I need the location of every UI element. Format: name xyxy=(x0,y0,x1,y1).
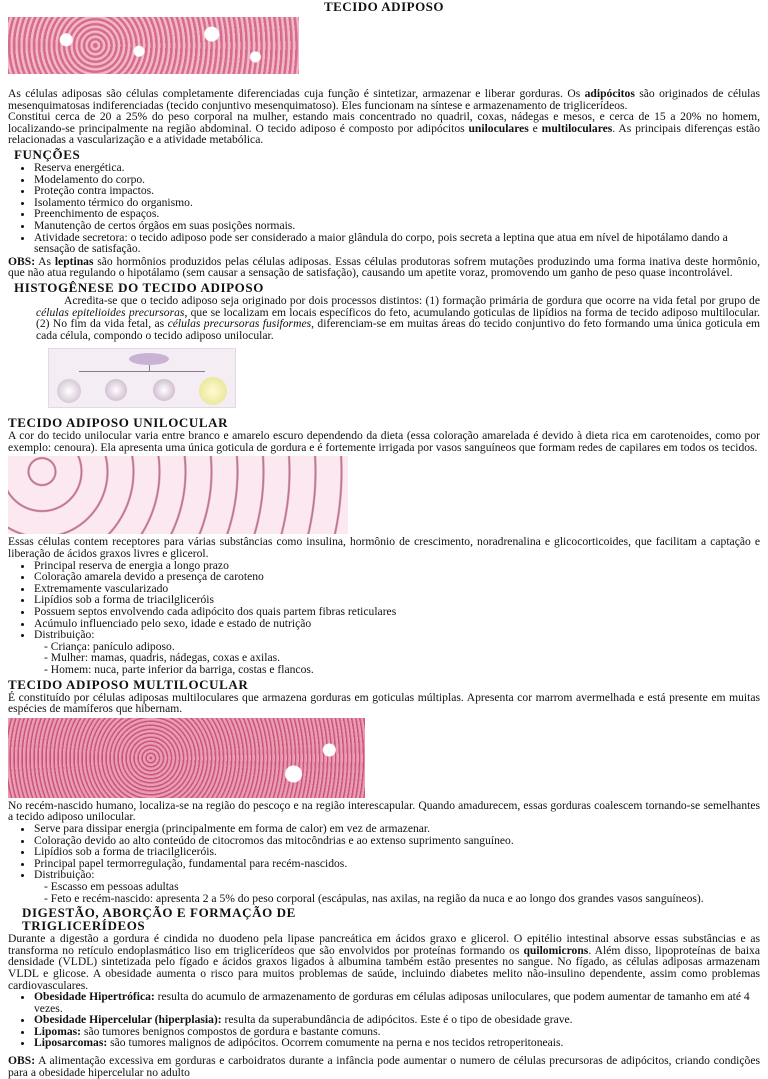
section-heading-unilocular: TECIDO ADIPOSO UNILOCULAR xyxy=(8,415,229,431)
intro-bold-term: multiloculares xyxy=(541,121,613,135)
multilocular-list xyxy=(8,823,760,881)
list-item xyxy=(34,1037,760,1049)
adipocyte-differentiation-diagram xyxy=(48,348,236,408)
list-item: • Principal reserva de energia a longo prazo xyxy=(34,560,760,572)
list-item: • Proteção contra impactos. xyxy=(34,185,760,197)
list-item: • Lipídios sob a forma de triacilgliceróis. xyxy=(34,846,760,858)
list-item: • Preenchimento de espaços. xyxy=(34,208,760,220)
list-item xyxy=(34,991,760,1014)
intro-text: Constitui cerca de 20 a 25% do peso corporal na mulher, estando mais concentrado no quadril, coxas, nádegas e mesos, e cerca de 15 a 20% no homem, localizando-se principalmente na região abdominal. O tecido adiposo é composto por adipócitos xyxy=(8,110,760,135)
obs-text: As xyxy=(35,254,55,268)
multilocular-tissue-micrograph xyxy=(8,718,365,798)
list-item: • Possuem septos envolvendo cada adipócito dos quais partem fibras reticulares xyxy=(34,606,760,618)
section-heading-digestao xyxy=(22,906,760,932)
list-item-desc: resulta do acumulo de armazenamento de gorduras em células adiposas uniloculares, que podem aumentar de tamanho em até 4 vezes. xyxy=(34,990,750,1015)
obs-leptina xyxy=(8,256,760,279)
diagram-connector xyxy=(79,371,205,372)
obs-text: são hormônios produzidos pelas células adiposas. Essas células produtoras sofrem mutações produzindo uma forma inativa deste hormônio, que não atua regulando o hipotálamo (sem causar a sensação de satisfação), causando um apetite voraz, promovendo um ganho de peso quase incontrolável. xyxy=(8,254,761,280)
multilocular-cell-shape xyxy=(153,379,175,401)
heading-line: DIGESTÃO, ABORÇÃO E FORMAÇÃO DE xyxy=(22,905,296,921)
list-item: • Lipídios sob a forma de triacilgliceróis xyxy=(34,594,760,606)
adipose-tissue-micrograph xyxy=(8,17,299,74)
list-item: - Escasso em pessoas adultas xyxy=(44,881,760,893)
list-item: • Coloração devido ao alto conteúdo de citocromos das mitocôndrias e ao extenso suprimento sanguíneo. xyxy=(34,835,760,847)
intro-text: . As principais diferenças estão relacionadas a vascularização e a atividade metabólica. xyxy=(8,121,760,147)
list-item: • Extremamente vascularizado xyxy=(34,583,760,595)
list-item-term: Liposarcomas: xyxy=(34,1036,108,1050)
digestao-text: Durante a digestão a gordura é cindida no duodeno pela lipase pancreática em ácidos graxo e glicerol. O epitélio intestinal absorve essas substâncias e as transforma no retículo endoplasmático liso em triglicerídeos que são envolvidos por proteínas formando os xyxy=(8,932,760,957)
list-item: - Feto e recém-nascido: apresenta 2 a 5% do peso corporal (escápulas, nas axilas, na região da nuca e ao longo dos grandes vasos sanguíneos). xyxy=(44,893,760,905)
intro-text: As células adiposas são células completamente diferenciadas cuja função é sintetizar, armazenar e liberar gorduras. Os xyxy=(8,87,585,100)
multilocular-distribution-list xyxy=(8,881,760,904)
obesidade-list xyxy=(8,991,760,1049)
lipoblast-cell-shape xyxy=(105,379,127,401)
obs-label: OBS: xyxy=(8,254,36,268)
page-title: TECIDO ADIPOSO xyxy=(323,0,445,14)
digestao-bold-term: quilomicrons xyxy=(523,943,589,957)
section-heading-histogenese: HISTOGÊNESE DO TECIDO ADIPOSO xyxy=(14,279,264,295)
intro-text: e xyxy=(528,121,542,135)
mesenchymal-cell-shape xyxy=(129,353,169,365)
unilocular-distribution-list xyxy=(8,641,760,676)
intro-bold-term: uniloculares xyxy=(468,121,529,135)
histogenese-italic-term: células precursoras fusiformes xyxy=(167,317,312,331)
list-item: • Distribuição: xyxy=(34,629,760,641)
histogenese-paragraph xyxy=(36,295,760,341)
heading-line: TRIGLICERÍDEOS xyxy=(22,918,146,934)
precursor-cell-shape xyxy=(57,379,81,403)
obs-bold-term: leptinas xyxy=(54,254,94,268)
list-item-term: Lipomas: xyxy=(34,1024,82,1038)
multilocular-intro: É constituído por células adiposas multiloculares que armazena gorduras em goticulas múltiplas. Apresenta cor marrom avermelhada e está presente em muitas espécies de mamíferos que hibernam. xyxy=(8,690,760,716)
list-item: • Manutenção de certos órgãos em suas posições normais. xyxy=(34,220,760,232)
obs-alimentacao xyxy=(8,1055,760,1078)
list-item-term: Obesidade Hipercelular (hiperplasia): xyxy=(34,1013,222,1027)
obs-text: A alimentação excessiva em gorduras e carboidratos durante a infância pode aumentar o numero de células precursoras de adipócitos, criando condições para a obesidade hipercelular no adulto xyxy=(8,1054,760,1079)
list-item-term: Obesidade Hipertrófica: xyxy=(34,990,155,1004)
list-item: • Distribuição: xyxy=(34,869,760,881)
list-item: • Coloração amarela devido a presença de caroteno xyxy=(34,571,760,583)
unilocular-list xyxy=(8,560,760,641)
digestao-paragraph xyxy=(8,933,760,991)
histogenese-italic-term: células epitelioides precursoras xyxy=(36,305,185,319)
section-heading-funcoes: FUNÇÕES xyxy=(14,146,81,162)
document-page xyxy=(8,0,760,1078)
histogenese-text: , que se localizam em locais específicos do feto, acumulando goticulas de lipídios na forma de tecido adiposo multilocular. (2) No fim da vida fetal, as xyxy=(36,305,760,331)
list-item: • Serve para dissipar energia (principalmente em forma de calor) em vez de armazenar. xyxy=(34,823,760,835)
list-item-desc: são tumores malignos de adipócitos. Ocorrem comumente na perna e nos tecidos retroperitoneais. xyxy=(107,1036,564,1050)
diagram-connector xyxy=(149,365,150,372)
list-item: • Atividade secretora: o tecido adiposo pode ser considerado a maior glândula do corpo, pois secreta a leptina que atua em nível de hipotálamo dando a sensação de satisfação. xyxy=(34,232,760,255)
list-item: • Acúmulo influenciado pelo sexo, idade e estado de nutrição xyxy=(34,618,760,630)
obs-label: OBS: xyxy=(8,1054,36,1068)
list-item: • Reserva energética. xyxy=(34,162,760,174)
unilocular-intro: A cor do tecido unilocular varia entre branco e amarelo escuro dependendo da dieta (essa coloração amarelada é devido à dieta rica em carotenoides, como por exemplo: cenoura). Ela apresenta uma única goticula de gordura e é fortemente irrigada por vasos sanguíneos que formam redes de capilares em todos os tecidos. xyxy=(8,429,760,454)
histogenese-text: Acredita-se que o tecido adiposo seja originado por dois processos distintos: (1) formação primária de gordura que ocorre na vida fetal por grupo de xyxy=(64,293,760,307)
list-item-desc: são tumores benignos compostos de gordura e bastante comuns. xyxy=(81,1024,381,1038)
intro-paragraph-1 xyxy=(8,88,760,111)
unilocular-cell-shape xyxy=(199,377,227,405)
histogenese-text: , diferenciam-se em muitas áreas do tecido conjuntivo do feto formando uma única goticula em cada célula, compondo o tecido adiposo unilocular. xyxy=(36,317,760,342)
intro-text: são originados de células mesenquimatosas indiferenciadas (tecido conjuntivo mesenquimatoso). Eles funcionam na síntese e armazenamento de triglicerídeos. xyxy=(8,87,760,112)
intro-bold-term: adipócitos xyxy=(584,87,635,100)
list-item-desc: resulta da superabundância de adipócitos. Este é o tipo de obesidade grave. xyxy=(221,1013,573,1027)
multilocular-newborn: No recém-nascido humano, localiza-se na região do pescoço e na região interescapular. Quando amadurecem, essas gorduras coalescem tornando-se semelhantes a tecido adiposo unilocular. xyxy=(8,798,760,824)
list-item: • Principal papel termorregulação, fundamental para recém-nascidos. xyxy=(34,858,760,870)
unilocular-tissue-micrograph xyxy=(8,456,348,534)
list-item: • Isolamento térmico do organismo. xyxy=(34,197,760,209)
list-item: - Criança: panículo adiposo. xyxy=(44,641,760,653)
list-item: - Mulher: mamas, quadris, nádegas, coxas e axilas. xyxy=(44,652,760,664)
funcoes-list xyxy=(8,162,760,255)
list-item: • Modelamento do corpo. xyxy=(34,174,760,186)
list-item: - Homem: nuca, parte inferior da barriga, costas e flancos. xyxy=(44,664,760,676)
intro-paragraph-2 xyxy=(8,111,760,146)
unilocular-receptors: Essas células contem receptores para várias substâncias como insulina, hormônio de crescimento, noradrenalina e glicocorticoides, que facilitam a captação e liberação de ácidos graxos livres e glicerol. xyxy=(8,535,760,561)
section-heading-multilocular: TECIDO ADIPOSO MULTILOCULAR xyxy=(8,676,249,692)
digestao-text: . Além disso, lipoproteínas de baixa densidade (VLDL) sintetizada pelo fígado e ácidos graxos ligados à albumina também estão presentes no sangue. No fígado, as células adiposas armazenam VLDL e glicose. A obesidade aumenta o risco para muitos problemas de saúde, incluindo diabetes melito não-insulino dependente, assim como problemas cardiovasculares. xyxy=(8,943,760,992)
